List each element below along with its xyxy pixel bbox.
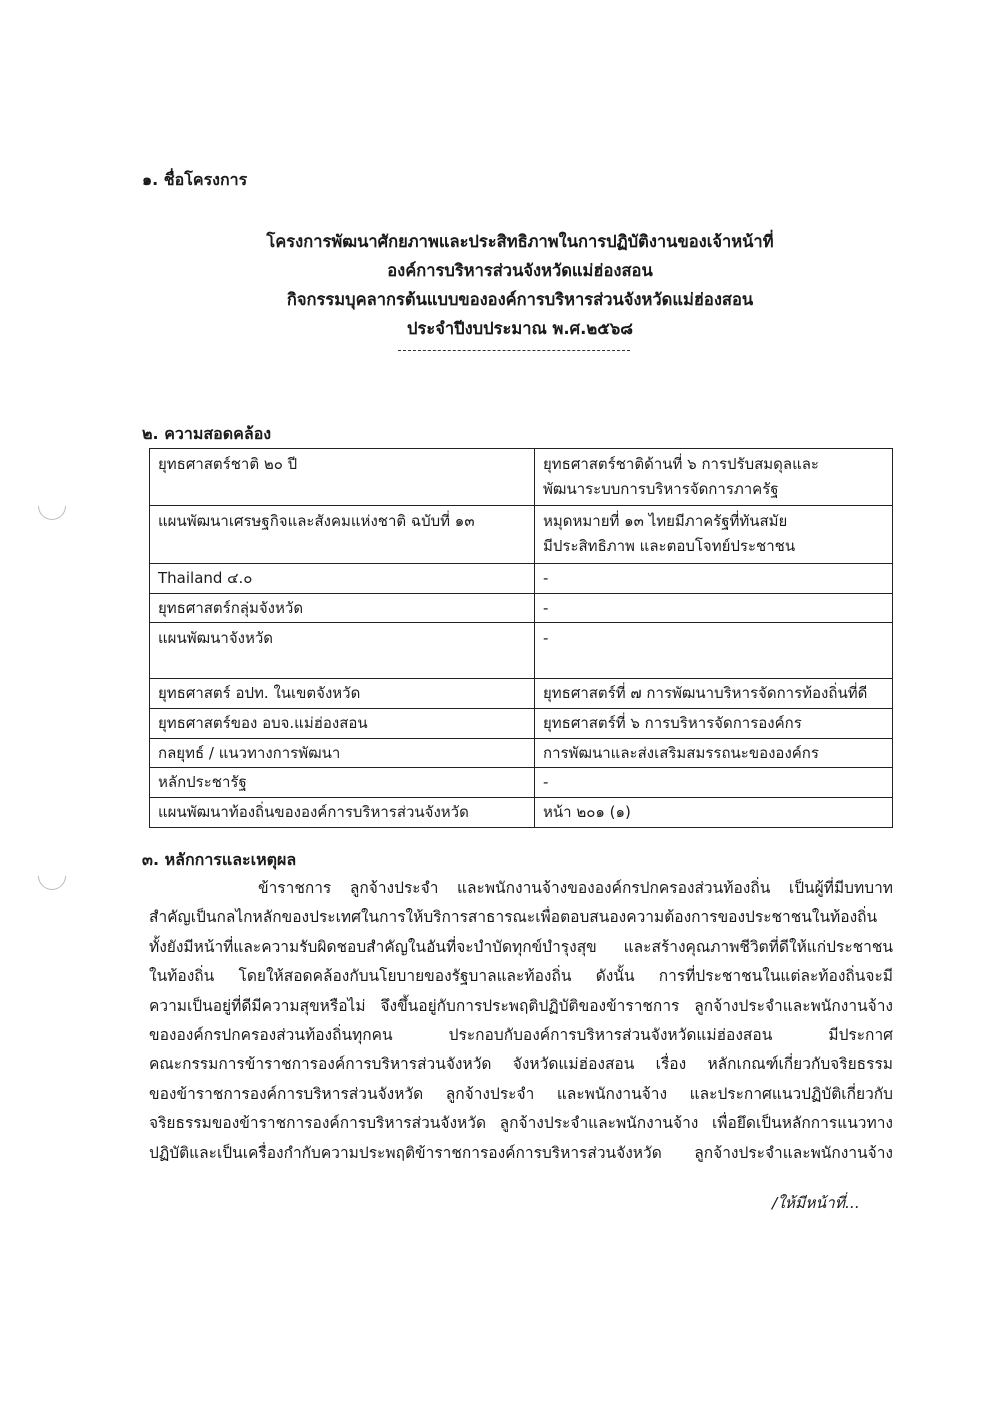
separator-line <box>398 350 630 351</box>
row-label: ยุทธศาสตร์ อปท. ในเขตจังหวัด <box>150 679 535 709</box>
table-row <box>150 679 893 709</box>
row-value: หน้า ๒๐๑ (๑) <box>535 798 893 828</box>
project-title-line: โครงการพัฒนาศักยภาพและประสิทธิภาพในการปฏิบัติงานของเจ้าหน้าที่ <box>266 232 774 251</box>
row-label: หลักประชารัฐ <box>150 768 535 798</box>
table-row <box>150 449 893 506</box>
table-row <box>150 564 893 594</box>
row-label: ยุทธศาสตร์กลุ่มจังหวัด <box>150 594 535 623</box>
row-value: - <box>535 594 893 623</box>
alignment-table <box>149 448 893 828</box>
row-label: กลยุทธ์ / แนวทางการพัฒนา <box>150 739 535 768</box>
row-label: ยุทธศาสตร์ชาติ ๒๐ ปี <box>150 449 535 506</box>
row-label: ยุทธศาสตร์ของ อบจ.แม่ฮ่องสอน <box>150 709 535 739</box>
section3-heading: ๓. หลักการและเหตุผล <box>142 850 297 869</box>
project-title-line: องค์การบริหารส่วนจังหวัดแม่ฮ่องสอน <box>387 261 653 280</box>
paragraph-line: คณะกรรมการข้าราชการองค์การบริหารส่วนจังหวัด จังหวัดแม่ฮ่องสอน เรื่อง หลักเกณฑ์เกี่ยวกับจริยธรรม <box>149 1055 893 1074</box>
row-value: - <box>535 564 893 594</box>
paragraph-line: ในท้องถิ่น โดยให้สอดคล้องกับนโยบายของรัฐบาลและท้องถิ่น ดังนั้น การที่ประชาชนในแต่ละท้องถิ่นจะมี <box>149 967 893 986</box>
paragraph-line: ของข้าราชการองค์การบริหารส่วนจังหวัด ลูกจ้างประจำ และพนักงานจ้าง และประกาศแนวปฏิบัติเกี่ยวกับ <box>149 1084 893 1103</box>
punch-hole-mark <box>32 856 72 896</box>
row-label: แผนพัฒนาท้องถิ่นขององค์การบริหารส่วนจังหวัด <box>150 798 535 828</box>
table-row <box>150 768 893 798</box>
paragraph-line: จริยธรรมของข้าราชการองค์การบริหารส่วนจังหวัด ลูกจ้างประจำและพนักงานจ้าง เพื่อยึดเป็นหลักการแนวทาง <box>149 1114 893 1133</box>
paragraph-line: ข้าราชการ ลูกจ้างประจำ และพนักงานจ้างขององค์กรปกครองส่วนท้องถิ่น เป็นผู้ที่มีบทบาท <box>258 879 893 897</box>
project-title-line: ประจำปีงบประมาณ พ.ศ.๒๕๖๘ <box>407 319 633 338</box>
row-value: - <box>535 623 893 679</box>
paragraph-line: ทั้งยังมีหน้าที่และความรับผิดชอบสำคัญในอันที่จะบำบัดทุกข์บำรุงสุข และสร้างคุณภาพชีวิตที่ดีให้แก่ประชาชน <box>149 937 893 956</box>
section1-heading: ๑. ชื่อโครงการ <box>142 170 248 189</box>
table-row <box>150 623 893 679</box>
row-value: ยุทธศาสตร์ชาติด้านที่ ๖ การปรับสมดุลและ พัฒนาระบบการบริหารจัดการภาครัฐ <box>535 449 893 506</box>
table-row <box>150 798 893 828</box>
paragraph-line: ความเป็นอยู่ที่ดีมีความสุขหรือไม่ จึงขึ้นอยู่กับการประพฤติปฏิบัติของข้าราชการ ลูกจ้างประจำและพนักงานจ้าง <box>149 996 893 1015</box>
project-title-line: กิจกรรมบุคลากรต้นแบบขององค์การบริหารส่วนจังหวัดแม่ฮ่องสอน <box>286 290 754 309</box>
paragraph-line: ขององค์กรปกครองส่วนท้องถิ่นทุกคน ประกอบกับองค์การบริหารส่วนจังหวัดแม่ฮ่องสอน มีประกาศ <box>149 1025 893 1044</box>
paragraph-line: ปฏิบัติและเป็นเครื่องกำกับความประพฤติข้าราชการองค์การบริหารส่วนจังหวัด ลูกจ้างประจำและพนักงานจ้าง <box>149 1143 893 1162</box>
continuation-note: /ให้มีหน้าที่... <box>772 1194 860 1212</box>
row-label: แผนพัฒนาจังหวัด <box>150 623 535 679</box>
rationale-paragraph <box>149 874 893 1168</box>
table-row <box>150 739 893 768</box>
section2-heading: ๒. ความสอดคล้อง <box>142 424 272 443</box>
row-value: ยุทธศาสตร์ที่ ๖ การบริหารจัดการองค์กร <box>535 709 893 739</box>
row-value: ยุทธศาสตร์ที่ ๗ การพัฒนาบริหารจัดการท้องถิ่นที่ดี <box>535 679 893 709</box>
table-row <box>150 506 893 564</box>
row-label: แผนพัฒนาเศรษฐกิจและสังคมแห่งชาติ ฉบับที่ ๑๓ <box>150 506 535 564</box>
row-value: - <box>535 768 893 798</box>
table-row <box>150 709 893 739</box>
row-value: หมุดหมายที่ ๑๓ ไทยมีภาครัฐที่ทันสมัย มีประสิทธิภาพ และตอบโจทย์ประชาชน <box>535 506 893 564</box>
punch-hole-mark <box>32 486 72 526</box>
table-row <box>150 594 893 623</box>
row-value: การพัฒนาและส่งเสริมสมรรถนะขององค์กร <box>535 739 893 768</box>
row-label: Thailand ๔.๐ <box>150 564 535 594</box>
paragraph-line: สำคัญเป็นกลไกหลักของประเทศในการให้บริการสาธารณะเพื่อตอบสนองความต้องการของประชาชนในท้องถิ่น <box>149 908 878 927</box>
